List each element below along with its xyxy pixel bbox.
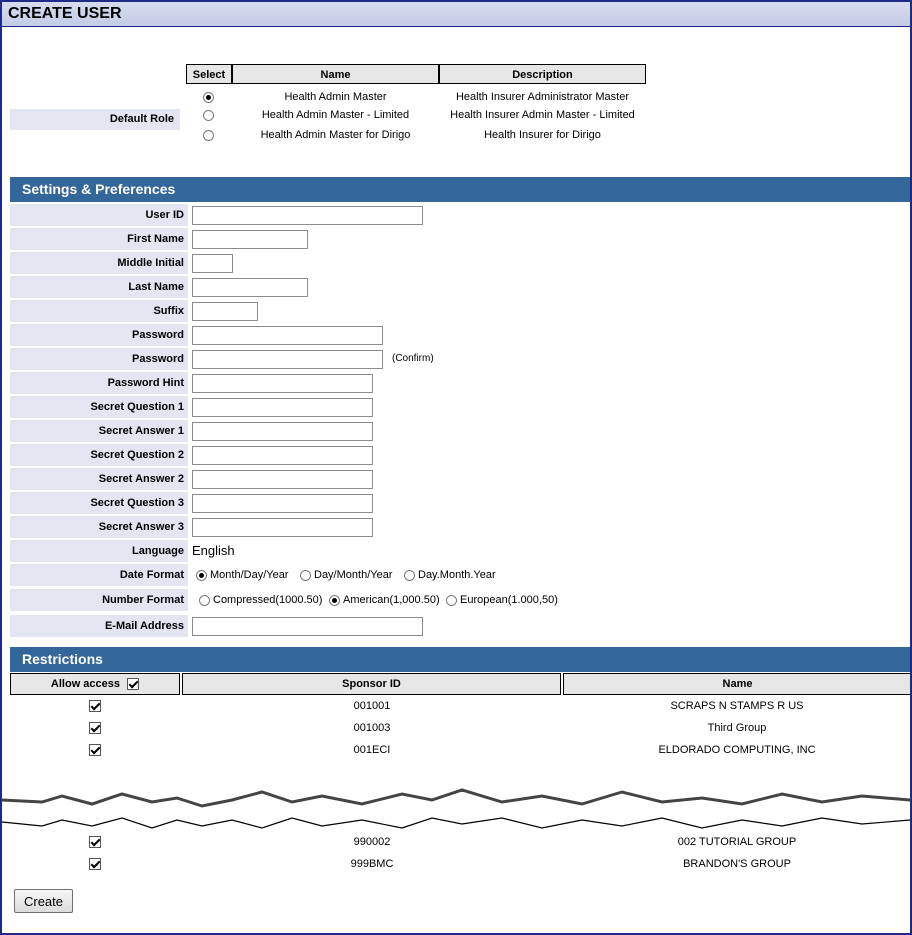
field-row [10,204,912,226]
role-name: Health Admin Master [284,91,387,103]
option-label: Day.Month.Year [418,569,496,581]
role-description: Health Insurer Admin Master - Limited [450,109,635,121]
role-name: Health Admin Master - Limited [261,109,410,121]
last-name-input[interactable] [192,278,308,297]
secret-question-3-input[interactable] [192,494,373,513]
option-label: Compressed(1000.50) [213,594,323,606]
date-format-option[interactable] [196,564,288,586]
language-row [10,540,912,562]
language-value: English [192,543,235,558]
settings-section-header: Settings & Preferences [10,177,912,202]
confirm-note: (Confirm) [392,353,434,364]
language-label: Language [10,540,188,562]
user-id-input[interactable] [192,206,423,225]
allow-access-checkbox[interactable] [89,700,101,712]
default-role-label: Default Role [10,109,180,130]
email-row [10,615,912,637]
field-row [10,420,912,442]
role-row [186,88,646,107]
default-role-section [2,39,910,189]
allow-access-header [10,673,180,695]
sponsor-name-cell: SCRAPS N STAMPS R US [670,700,804,712]
option-label: Month/Day/Year [210,569,289,581]
allow-access-checkbox[interactable] [89,744,101,756]
field-row [10,300,912,322]
role-col-description: Description [439,64,646,84]
field-row [10,468,912,490]
password-input[interactable] [192,326,383,345]
password-hint-input[interactable] [192,374,373,393]
field-row [10,372,912,394]
table-row [10,853,912,875]
role-row [186,126,646,145]
sponsor-name-cell: 002 TUTORIAL GROUP [677,836,797,848]
number-format-label: Number Format [10,589,188,611]
middle-initial-input[interactable] [192,254,233,273]
option-label: Day/Month/Year [314,569,393,581]
name-header: Name [563,673,912,695]
secret-answer-1-input[interactable] [192,422,373,441]
number-format-option[interactable] [329,589,440,611]
sponsor-id-cell: 001ECI [353,744,391,756]
field-label: Middle Initial [10,252,188,274]
field-label: Password Hint [10,372,188,394]
secret-answer-3-input[interactable] [192,518,373,537]
field-row [10,444,912,466]
field-label: Password [10,348,188,370]
sponsor-id-cell: 001001 [353,700,391,712]
title-bar [2,2,910,27]
allow-access-checkbox[interactable] [89,836,101,848]
role-name: Health Admin Master for Dirigo [260,129,411,141]
date-format-label: Date Format [10,564,188,586]
field-row [10,252,912,274]
email-label: E-Mail Address [10,615,188,637]
date-format-option[interactable] [300,564,392,586]
date-format-option[interactable] [404,564,496,586]
radio-icon[interactable] [404,570,415,581]
field-row [10,492,912,514]
option-label: European(1.000,50) [460,594,558,606]
table-row [10,717,912,739]
field-label: Secret Answer 2 [10,468,188,490]
password-confirm-input[interactable] [192,350,383,369]
field-row [10,396,912,418]
date-format-row [10,564,912,586]
field-row [10,324,912,346]
allow-access-checkbox[interactable] [89,722,101,734]
field-label: Secret Question 3 [10,492,188,514]
role-radio-2[interactable] [203,110,214,121]
create-button[interactable]: Create [14,889,73,913]
allow-access-label: Allow access [50,678,121,690]
suffix-input[interactable] [192,302,258,321]
number-format-row [10,589,912,611]
role-col-select: Select [186,64,232,84]
secret-question-1-input[interactable] [192,398,373,417]
field-label: First Name [10,228,188,250]
radio-icon[interactable] [196,570,207,581]
email-input[interactable] [192,617,423,636]
page-title: CREATE USER [8,5,122,22]
allow-all-checkbox[interactable] [127,678,139,690]
field-row [10,516,912,538]
field-label: Secret Answer 1 [10,420,188,442]
role-row [186,106,646,125]
first-name-input[interactable] [192,230,308,249]
sponsor-name-cell: ELDORADO COMPUTING, INC [658,744,816,756]
sponsor-name-cell: BRANDON'S GROUP [683,858,791,870]
secret-question-2-input[interactable] [192,446,373,465]
option-label: American(1,000.50) [343,594,440,606]
number-format-option[interactable] [199,589,322,611]
field-row [10,276,912,298]
field-label: Secret Question 1 [10,396,188,418]
role-col-name: Name [232,64,439,84]
radio-icon[interactable] [199,595,210,606]
role-radio-3[interactable] [203,130,214,141]
field-label: Last Name [10,276,188,298]
radio-icon[interactable] [446,595,457,606]
field-row [10,228,912,250]
secret-answer-2-input[interactable] [192,470,373,489]
sponsor-name-cell: Third Group [707,722,767,734]
field-label: Suffix [10,300,188,322]
radio-icon[interactable] [300,570,311,581]
table-row [10,831,912,853]
field-label: Password [10,324,188,346]
table-row [10,739,912,761]
field-label: User ID [10,204,188,226]
role-description: Health Insurer Administrator Master [455,91,629,103]
allow-access-checkbox[interactable] [89,858,101,870]
number-format-option[interactable] [446,589,558,611]
field-row [10,348,912,370]
role-description: Health Insurer for Dirigo [484,129,601,141]
sponsor-id-header: Sponsor ID [182,673,561,695]
sponsor-id-cell: 999BMC [350,858,394,870]
role-radio-1[interactable] [203,92,214,103]
sponsor-id-cell: 990002 [353,836,391,848]
sponsor-id-cell: 001003 [353,722,391,734]
restrictions-section-header: Restrictions [10,647,912,672]
field-label: Secret Answer 3 [10,516,188,538]
field-label: Secret Question 2 [10,444,188,466]
radio-icon[interactable] [329,595,340,606]
table-row [10,695,912,717]
